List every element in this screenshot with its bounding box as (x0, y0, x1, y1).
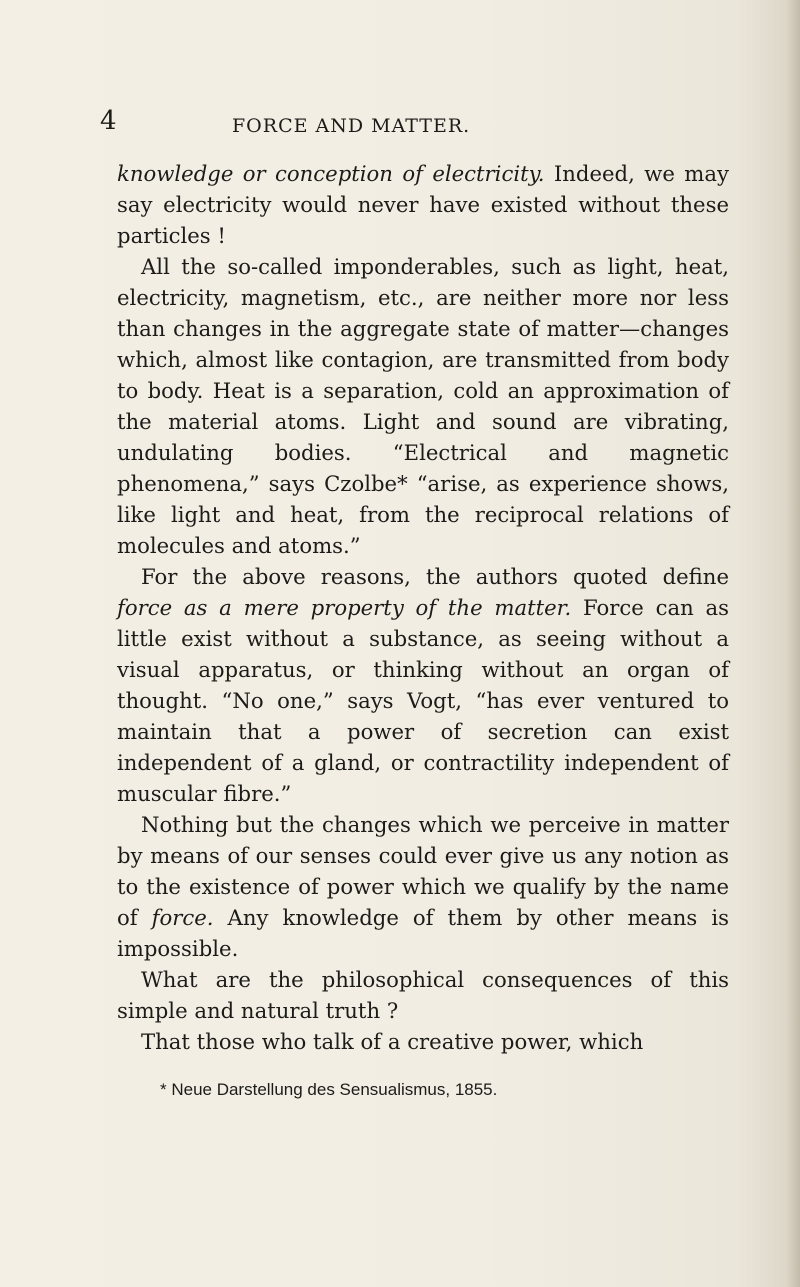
page-number: 4 (100, 106, 117, 136)
paragraph-2 (117, 251, 729, 561)
body-text (117, 158, 729, 1057)
text-span: For the above reasons, the authors quoted define (141, 564, 729, 589)
italic-phrase: knowledge or conception of electricity. (117, 161, 545, 186)
paragraph-3 (117, 561, 729, 809)
text-span: What are the philosophical consequences of this simple and natural truth ? (117, 967, 729, 1023)
italic-phrase: force as a mere property of the matter. (117, 595, 572, 620)
text-span: That those who talk of a creative power, which (141, 1029, 644, 1054)
text-span: Any knowledge of them by other means is impossible. (117, 905, 729, 961)
italic-phrase: force. (151, 905, 214, 930)
page-header (0, 106, 800, 146)
paragraph-1 (117, 158, 729, 251)
text-span: Nothing but the changes which we perceive in matter by means of our senses could ever give us any notion as to the existence of power which we qualify by the name of (117, 812, 729, 930)
text-span: Indeed, we may say electricity would never have existed without these particles ! (117, 161, 730, 248)
page-edge-shadow (786, 0, 800, 1287)
paragraph-4 (117, 809, 729, 964)
footnote: * Neue Darstellung des Sensualismus, 1855. (160, 1080, 498, 1099)
running-head: FORCE AND MATTER. (232, 115, 471, 137)
text-span: Force can as little exist without a substance, as seeing without a visual apparatus, or thinking without an organ of thought. “No one,” says Vogt, “has ever ventured to maintain that a power of secretion can exist independent of a gland, or contractility independent of muscular fibre.” (117, 595, 729, 806)
text-span: All the so-called imponderables, such as light, heat, electricity, magnetism, etc., are neither more nor less than changes in the aggregate state of matter—changes which, almost like contagion, are transmitted from body to body. Heat is a separation, cold an approximation of the material atoms. Light and sound are vibrating, undulating bodies. “Electrical and magnetic phenomena,” says Czolbe* “arise, as experience shows, like light and heat, from the reciprocal relations of molecules and atoms.” (117, 254, 729, 558)
paragraph-6 (117, 1026, 729, 1057)
paragraph-5 (117, 964, 729, 1026)
